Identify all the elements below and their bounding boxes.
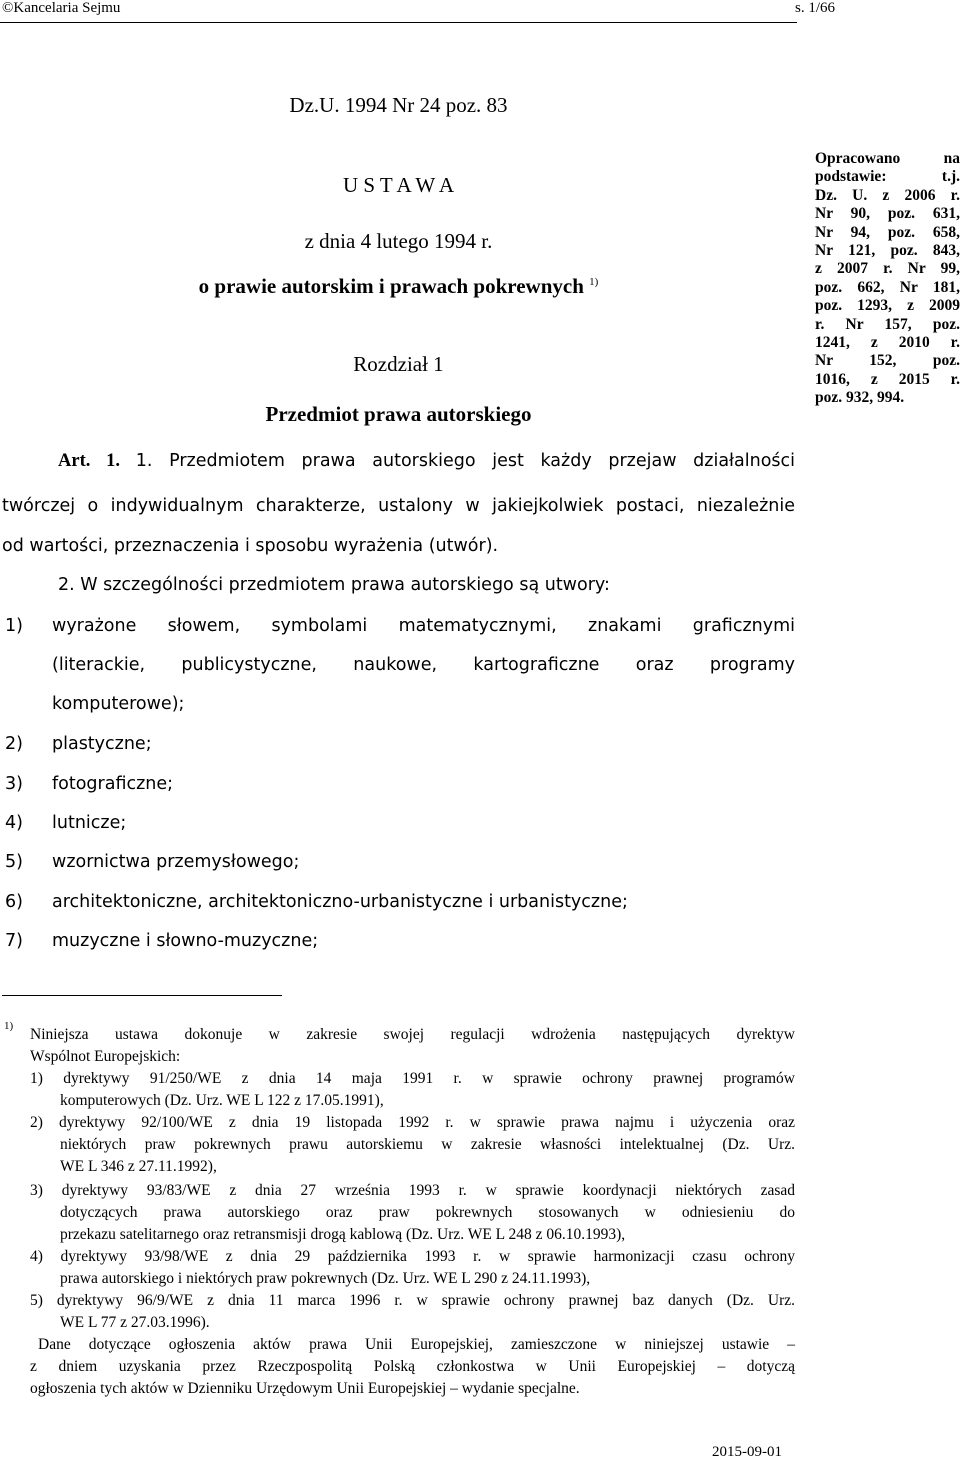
footer-date: 2015-09-01 — [712, 1444, 782, 1460]
article-1-item-text: wzornictwa przemysłowego; — [52, 852, 300, 872]
act-type: U S T A W A — [342, 173, 455, 197]
header-copyright: ©Kancelaria Sejmu — [2, 0, 121, 16]
article-1-item-number: 6) — [5, 892, 23, 912]
footnote-directive: 1) dyrektywy 91/250/WE z dnia 14 maja 1991 r. w sprawie ochrony prawnej programów — [30, 1070, 795, 1087]
journal-reference: Dz.U. 1994 Nr 24 poz. 83 — [289, 93, 508, 117]
footnote-directive: 5) dyrektywy 96/9/WE z dnia 11 marca 1996 r. w sprawie ochrony prawnej baz danych (Dz. Urz. — [30, 1292, 795, 1309]
footnote-directive: WE L 77 z 27.03.1996). — [60, 1314, 210, 1331]
article-1-item-number: 7) — [5, 931, 23, 951]
footnote-intro: Niniejsza ustawa dokonuje w zakresie swojej regulacji wdrożenia następujących dyrektyw — [30, 1026, 795, 1043]
footnote-directive: 4) dyrektywy 93/98/WE z dnia 29 października 1993 r. w sprawie harmonizacji czasu ochrony — [30, 1248, 795, 1265]
footnote-directive: przekazu satelitarnego oraz retransmisji drogą kablową (Dz. Urz. WE L 248 z 06.10.1993), — [60, 1226, 626, 1243]
footnote-directive: komputerowych (Dz. Urz. WE L 122 z 17.05.1991), — [60, 1092, 384, 1109]
source-note-line: Opracowano na — [815, 150, 960, 167]
article-1-item-number: 2) — [5, 734, 23, 754]
act-date: z dnia 4 lutego 1994 r. — [304, 229, 493, 253]
article-1-item-text: lutnicze; — [52, 813, 127, 833]
header-page-number: s. 1/66 — [795, 0, 836, 16]
article-1-line-3: od wartości, przeznaczenia i sposobu wyrażenia (utwór). — [2, 536, 499, 556]
source-note-line: r. Nr 157, poz. — [815, 315, 960, 333]
article-1-paragraph-1-text: Przedmiotem prawa autorskiego jest każdy przejaw działalności — [152, 451, 796, 471]
footnote-directive: 2) dyrektywy 92/100/WE z dnia 19 listopada 1992 r. w sprawie prawa najmu i użyczenia oraz — [30, 1114, 795, 1131]
article-1-paragraph-1-number: 1. — [135, 451, 153, 471]
footnote-directive: dotyczących prawa autorskiego oraz praw pokrewnych stosowanych w odniesieniu do — [60, 1204, 795, 1221]
chapter-number: Rozdział 1 — [353, 352, 444, 376]
article-1-paragraph-2: 2. W szczególności przedmiotem prawa autorskiego są utwory: — [58, 575, 610, 595]
article-1-line-1 — [58, 442, 795, 480]
article-1-item-number: 1) — [5, 616, 23, 636]
act-name-text: o prawie autorskim i prawach pokrewnych — [198, 274, 584, 298]
article-1-item-text: muzyczne i słowno-muzyczne; — [52, 931, 319, 951]
article-1-item-text: plastyczne; — [52, 734, 152, 754]
source-note-line: z 2007 r. Nr 99, — [815, 260, 960, 278]
footnote-directive: WE L 346 z 27.11.1992), — [60, 1158, 217, 1175]
source-note-line: Nr 94, poz. 658, — [815, 223, 960, 241]
chapter-title: Przedmiot prawa autorskiego — [265, 402, 532, 426]
article-1-line-2: twórczej o indywidualnym charakterze, ustalony w jakiejkolwiek postaci, niezależnie — [2, 496, 795, 516]
article-label: Art. 1. — [58, 451, 136, 471]
footnote-mark: 1) — [4, 1020, 14, 1032]
source-note-line: podstawie: t.j. — [815, 168, 960, 186]
footnote-intro: Wspólnot Europejskich: — [30, 1048, 181, 1065]
footnote-rule — [2, 995, 282, 996]
source-note-line: Nr 121, poz. 843, — [815, 242, 960, 260]
footnote-closing: ogłoszenia tych aktów w Dzienniku Urzędowym Unii Europejskiej – wydanie specjalne. — [30, 1380, 580, 1397]
article-1-item-number: 3) — [5, 774, 23, 794]
source-note-line: 1016, z 2015 r. — [815, 370, 960, 388]
header-rule — [0, 22, 797, 23]
footnote-closing: Dane dotyczące ogłoszenia aktów prawa Unii Europejskiej, zamieszczone w niniejszej ustawie – — [38, 1336, 795, 1353]
source-note-line: Nr 152, poz. — [815, 352, 960, 370]
source-note-line: Nr 90, poz. 631, — [815, 205, 960, 223]
source-note-line: poz. 932, 994. — [815, 389, 905, 407]
footnote-directive: prawa autorskiego i niektórych praw pokrewnych (Dz. Urz. WE L 290 z 24.11.1993), — [60, 1270, 591, 1287]
article-1-item-text: fotograficzne; — [52, 774, 174, 794]
footnote-directive: 3) dyrektywy 93/83/WE z dnia 27 września 1993 r. w sprawie koordynacji niektórych zasad — [30, 1182, 795, 1199]
article-1-item-number: 4) — [5, 813, 23, 833]
source-note-line: poz. 1293, z 2009 — [815, 297, 960, 315]
article-1-item-text: komputerowe); — [52, 694, 185, 714]
article-1-item-text: (literackie, publicystyczne, naukowe, kartograficzne oraz programy — [52, 655, 795, 675]
act-name — [0, 274, 797, 299]
article-1-item-number: 5) — [5, 852, 23, 872]
act-name-footnote-mark: 1) — [589, 276, 599, 288]
source-note-line: poz. 662, Nr 181, — [815, 278, 960, 296]
source-note-sidebar — [815, 150, 960, 408]
article-1-item-text: wyrażone słowem, symbolami matematycznymi, znakami graficznymi — [52, 616, 795, 636]
source-note-line: 1241, z 2010 r. — [815, 334, 960, 352]
article-1-item-text: architektoniczne, architektoniczno-urbanistyczne i urbanistyczne; — [52, 892, 628, 912]
footnote-closing: z dniem uzyskania przez Rzeczpospolitą Polską członkostwa w Unii Europejskiej – dotyczą — [30, 1358, 795, 1375]
source-note-line: Dz. U. z 2006 r. — [815, 186, 960, 204]
footnote-directive: niektórych praw pokrewnych prawu autorskiemu w zakresie własności intelektualnej (Dz. Urz. — [60, 1136, 795, 1153]
